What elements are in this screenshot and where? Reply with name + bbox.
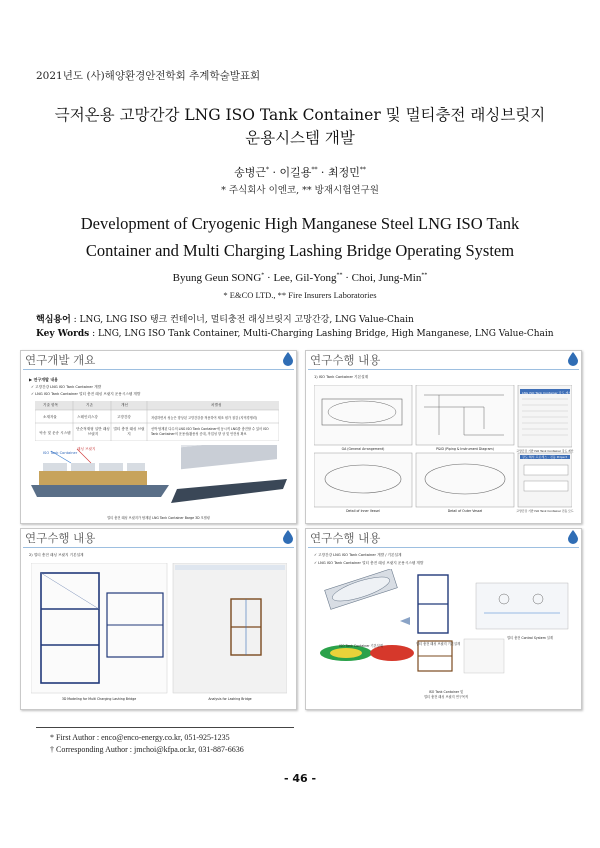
english-title-line2: Container and Multi Charging Lashing Bridge Operating System <box>85 241 515 260</box>
author-3: 최정민 <box>327 166 360 179</box>
author-en-2-mark: ** <box>336 272 343 279</box>
panel-overview-title: 연구개발 개요 <box>25 353 96 367</box>
author-en-3: · Choi, Jung-Min <box>342 272 422 284</box>
p4-cap3: 멀티 충전 Control System 설계 <box>507 636 553 640</box>
author-1-mark: * <box>266 166 270 174</box>
p2-box2: 강도 해석 프로세스 · 진동 Project <box>522 455 567 459</box>
keywords-english <box>36 327 576 341</box>
p4-cap1: ISO Tank Container 기본설계 <box>339 644 383 648</box>
author-en-1-mark: * <box>261 272 265 279</box>
keywords-english-text: : LNG, LNG ISO Tank Container, Multi-Charging Lashing Bridge, High Manganese, LNG Value-Chain <box>89 329 554 339</box>
panel-overview <box>20 350 297 524</box>
author-sep-1: · <box>269 166 280 179</box>
p2-cap4: Detail of Outer Vessel <box>447 509 483 513</box>
p2-cap1: GA (General Arrangement) <box>341 447 385 451</box>
english-title-line1: Development of Cryogenic High Manganese Steel LNG ISO Tank <box>80 214 520 233</box>
p2-cap2: P&ID (Piping & Instrument Diagram) <box>436 447 494 451</box>
panel-research-tank <box>305 350 582 524</box>
p3-cap2: Analysis for Lashing Bridge <box>208 697 252 701</box>
bridge-models <box>31 563 287 695</box>
p2-cap6: 고망간강 기반 ISO Tank Container 진동 모드 <box>516 509 574 513</box>
p1-th-4: 차별성 <box>211 403 222 407</box>
footnote-corresponding-author <box>50 745 244 754</box>
p2-cap3: Detail of Inner Vessel <box>346 509 380 513</box>
footnote-1-mark: * <box>50 733 54 742</box>
p1-r2-c2: 단순적재형 일반 래싱 브릿지 <box>76 427 110 436</box>
footnote-2-text: Corresponding Author : jmchoi@kfpa.or.kr, 031-887-6636 <box>54 745 244 754</box>
drop-logo-icon <box>283 530 293 544</box>
korean-title <box>0 104 600 150</box>
panel-rule <box>308 369 579 370</box>
p1-r2-c4: 선박 탑재된 다수의 LNG ISO Tank Container에 동시적 LNG를 충전할 수 있어 ISO Tank Container의 운용성/활용성 증대, 작업성 향 상 및 안전성 확보 <box>151 427 269 436</box>
panel-research-system-title: 연구수행 내용 <box>310 531 381 545</box>
author-2: 이길용 <box>279 166 312 179</box>
keywords <box>36 313 576 341</box>
p1-th-2: 기존 <box>86 403 93 407</box>
footnote-1-text: First Author : enco@enco-energy.co.kr, 051-925-1235 <box>54 733 230 742</box>
author-1: 송병근 <box>234 166 267 179</box>
panel-research-tank-title: 연구수행 내용 <box>310 353 381 367</box>
footnote-rule <box>36 727 294 728</box>
panel-rule <box>308 547 579 548</box>
keywords-korean-text: : LNG, LNG ISO 탱크 컨테이너, 멀티충전 래싱브릿지 고망간강, LNG Value-Chain <box>70 315 414 325</box>
p1-label-bridge: 래싱 브릿지 <box>77 447 96 451</box>
p4-bullet1: ✓ 고망간강 LNG ISO Tank Container 개발 / 기본설계 <box>314 553 402 557</box>
author-2-mark: ** <box>311 166 318 174</box>
keywords-korean-label: 핵심용어 <box>36 315 71 325</box>
author-en-3-mark: ** <box>421 272 428 279</box>
p4-cap4b: 멀티 충전 래싱 브릿지 연구목적 <box>423 695 469 699</box>
p1-r2-c1: 탁송 및 운송 시스템 <box>39 431 71 435</box>
p1-r2-c3: 멀티 충전 래싱 브릿지 <box>113 427 145 436</box>
p1-th-1: 기술 항목 <box>43 403 59 407</box>
korean-authors <box>0 164 600 180</box>
p1-section: ▶ 연구개발 내용 <box>29 377 59 382</box>
english-affiliation: * E&CO LTD., ** Fire Insurers Laboratories <box>223 290 377 300</box>
conference-header: 2021년도 (사)해양환경안전학회 추계학술발표회 <box>36 70 261 82</box>
p2-cap5: 고망간강 기반 ISO Tank Container 강도 계산 <box>516 449 574 453</box>
panel-rule <box>23 547 294 548</box>
drop-logo-icon <box>568 530 578 544</box>
p4-cap2: 멀티 충전 래싱 브릿지 기본설계 <box>415 642 461 646</box>
p1-r1-c1: 소재자율 <box>43 415 57 419</box>
p4-cap4a: ISO Tank Container 및 <box>428 690 464 694</box>
author-en-2: · Lee, Gil-Yong <box>264 272 337 284</box>
author-3-mark: ** <box>359 166 366 174</box>
keywords-korean <box>36 313 576 327</box>
panel-research-system <box>305 528 582 710</box>
p1-r1-c2: 스테인리스강 <box>77 415 98 419</box>
drop-logo-icon <box>283 352 293 366</box>
drop-logo-icon <box>568 352 578 366</box>
p4-bullet2: ✓ LNG ISO Tank Container 멀티 충전 래싱 브릿지 운용시스템 개발 <box>314 561 424 565</box>
korean-title-line2: 운용시스템 개발 <box>245 129 355 147</box>
p1-th-3: 개선 <box>121 403 128 407</box>
author-en-1: Byung Geun SONG <box>172 272 262 284</box>
system-illustration <box>314 569 572 693</box>
korean-title-line1: 극저온용 고망간강 LNG ISO Tank Container 및 멀티충전 래싱브릿지 <box>54 106 546 124</box>
korean-affiliation: * 주식회사 이엔코, ** 방재시험연구원 <box>221 185 379 196</box>
page-number: - 46 - <box>283 772 317 785</box>
p1-bullet1: ✓ 고망간강 LNG ISO Tank Container 개발 <box>31 385 102 389</box>
p1-label-tank: ISO Tank Container <box>43 451 78 455</box>
p1-r1-c4: 저렴하면서 성능은 향상된 고망간강을 적용하여 제조 원가 절감 (지역경쟁력) <box>151 416 258 420</box>
p1-bullet2: ✓ LNG ISO Tank Container 멀티 충전 래싱 브릿지 운용시스템 개발 <box>31 392 141 396</box>
p1-r1-c3: 고망간강 <box>117 415 131 419</box>
english-authors <box>0 272 600 284</box>
p3-sub: 2) 멀티 충전 래싱 브릿지 기본설계 <box>29 553 84 557</box>
author-sep-2: · <box>317 166 328 179</box>
panel-research-bridge <box>20 528 297 710</box>
panel-research-bridge-title: 연구수행 내용 <box>25 531 96 545</box>
p3-cap1: 3D Modeling for Multi Charging Lashing Bridge <box>61 697 137 701</box>
footnote-2-mark: † <box>50 745 54 754</box>
p2-box1: LNG ISO Tank Container 강도 계산 <box>522 391 572 395</box>
keywords-english-label: Key Words <box>36 329 90 339</box>
p1-caption: 멀티 충전 래싱 브릿지가 탑재된 LNG Tank Container Barge 3D 모델링 <box>107 516 210 520</box>
english-title <box>0 210 600 264</box>
p2-sub: 1) ISO Tank Container 기본설계 <box>314 375 369 379</box>
footnote-first-author <box>50 733 230 742</box>
panel-rule <box>23 369 294 370</box>
